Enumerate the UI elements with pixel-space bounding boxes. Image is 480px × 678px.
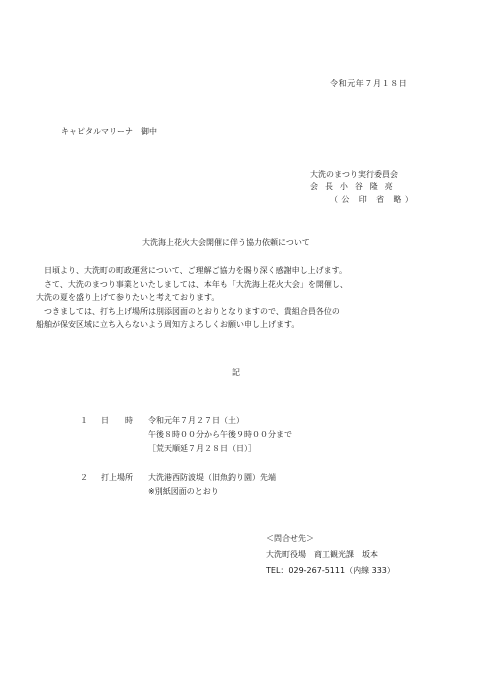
letter-subject: 大洗海上花火大会開催に伴う協力依頼について <box>142 238 310 247</box>
letter-date: 令和元年７月１８日 <box>330 79 408 88</box>
item-label-datetime: 日 時 <box>101 416 133 425</box>
item-value: 午後８時００分から午後９時００分まで <box>148 430 292 439</box>
body-paragraph: 大洗の夏を盛り上げて参りたいと考えております。 <box>36 293 220 302</box>
body-paragraph: 日頃より、大洗町の町政運営について、ご理解ご協力を賜り深く感謝申し上げます。 <box>36 266 348 275</box>
item-value: 大洗港西防波堤（旧魚釣り園）先端 <box>148 473 276 482</box>
body-paragraph: 船舶が保安区域に立ち入らないよう周知方よろしくお願い申し上げます。 <box>36 320 300 329</box>
contact-heading: ＜問合せ先＞ <box>266 534 314 543</box>
sender-organization: 大洗のまつり実行委員会 <box>310 170 398 179</box>
letter-body <box>36 264 456 332</box>
item-number: ２ <box>80 473 88 482</box>
seal-omitted-note: （公 印 省 略） <box>330 195 417 204</box>
contact-phone: TEL：029-267-5111（内線 333） <box>266 566 395 575</box>
contact-organization: 大洗町役場 商工観光課 坂本 <box>266 550 378 559</box>
ki-heading: 記 <box>232 368 240 377</box>
addressee: キャピタルマリーナ 御中 <box>61 127 157 136</box>
item-number: １ <box>80 416 88 425</box>
item-value: ［荒天順延７月２８日（日）］ <box>148 444 256 453</box>
body-paragraph: つきましては、打ち上げ場所は別添図面のとおりとなりますので、貴組合員各位の <box>36 306 340 316</box>
body-paragraph: さて、大洗のまつり事業といたしましては、本年も「大洗海上花火大会」を開催し、 <box>36 279 348 289</box>
item-value: ※別紙図面のとおり <box>148 487 219 496</box>
sender-name: 会 長 小 谷 隆 亮 <box>310 182 395 191</box>
item-value: 令和元年７月２７日（土） <box>148 416 244 425</box>
item-label-location: 打上場所 <box>101 473 133 482</box>
